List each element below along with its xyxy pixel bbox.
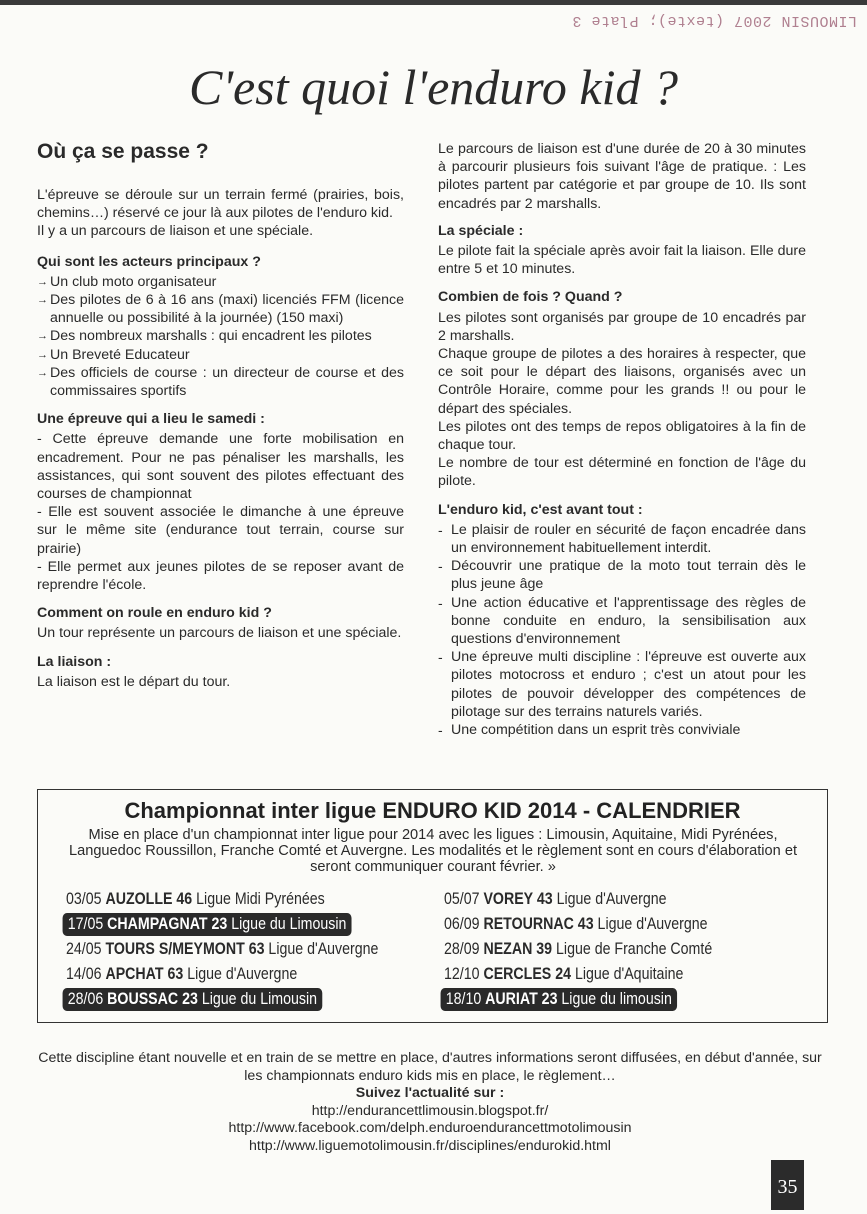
heading-saturday: Une épreuve qui a lieu le samedi : xyxy=(37,411,265,428)
list-item: - Une action éducative et l'apprentissage des règles de bonne conduite en enduro, la sensibilisation aux questions d'environnement xyxy=(438,594,806,649)
list-item: - Une compétition dans un esprit très conviviale xyxy=(438,721,806,739)
left-column xyxy=(37,140,404,691)
footer-text: Cette discipline étant nouvelle et en train de se mettre en place, d'autres informations seront diffusées, en début d'année, sur les championnats enduro kids mis en place, le règlement… xyxy=(38,1050,822,1084)
saturday-paragraph: - Elle permet aux jeunes pilotes de se reposer avant de reprendre l'école. xyxy=(37,558,404,594)
page-top-edge xyxy=(0,0,867,5)
heading-special: La spéciale : xyxy=(438,222,524,239)
intro-paragraph: L'épreuve se déroule sur un terrain fermé (prairies, bois, chemins…) réservé ce jour là aux pilotes de l'enduro kid. xyxy=(37,187,404,222)
calendar-row-highlighted: 18/10 AURIAT 23 Ligue du limousin xyxy=(444,988,762,1013)
calendar-row: 28/09 NEZAN 39 Ligue de Franche Comté xyxy=(444,940,713,958)
header-strip: LIMOUSIN 2007 (texte); Plate 3 xyxy=(571,12,857,29)
list-item: → Des pilotes de 6 à 16 ans (maxi) licenciés FFM (licence annuelle ou possibilité à la journée) (150 maxi) xyxy=(37,291,404,327)
footer-link: http://www.facebook.com/delph.enduroendurancettmotolimousin xyxy=(228,1120,632,1136)
liaison-paragraph: La liaison est le départ du tour. xyxy=(37,673,231,690)
calendar-row-highlighted: 28/06 BOUSSAC 23 Ligue du Limousin xyxy=(66,988,384,1013)
page-number: 35 xyxy=(771,1160,804,1210)
list-item: → Des nombreux marshalls : qui encadrent les pilotes xyxy=(37,327,404,345)
footer xyxy=(30,1050,830,1155)
list-item: → Un Breveté Educateur xyxy=(37,346,404,364)
calendar-intro: Mise en place d'un championnat inter ligue pour 2014 avec les ligues : Limousin, Aquitaine, Midi Pyrénées, Languedoc Roussillon, Franche Comté et Auvergne. Les modalités et le règlement sont en cours d'élaboration et seront communiquer courant février. » xyxy=(68,827,798,875)
right-column xyxy=(438,140,806,739)
heading-when: Combien de fois ? Quand ? xyxy=(438,289,623,306)
when-paragraph: Les pilotes ont des temps de repos obligatoires à la fin de chaque tour. xyxy=(438,418,806,454)
calendar-box xyxy=(37,789,828,1023)
calendar-title: Championnat inter ligue ENDURO KID 2014 - CALENDRIER xyxy=(124,798,741,823)
calendar-row: 12/10 CERCLES 24 Ligue d'Aquitaine xyxy=(444,965,684,983)
when-paragraph: Les pilotes sont organisés par groupe de 10 encadrés par 2 marshalls. xyxy=(438,309,806,344)
heading-where: Où ça se passe ? xyxy=(37,140,209,163)
above-all-list xyxy=(438,521,806,739)
footer-link: http://endurancettlimousin.blogspot.fr/ xyxy=(311,1102,549,1119)
list-item: - Le plaisir de rouler en sécurité de façon encadrée dans un environnement habituellement interdit. xyxy=(438,521,806,557)
list-item: → Des officiels de course : un directeur de course et des commissaires sportifs xyxy=(37,364,404,400)
calendar-row: 03/05 AUZOLLE 46 Ligue Midi Pyrénées xyxy=(66,890,325,908)
list-item: - Une épreuve multi discipline : l'épreuve est ouverte aux pilotes motocross et enduro ; c'est un atout pour les pilotes de pouvoir développer des compétences de pilotage sur des terrains naturels variés. xyxy=(438,648,806,721)
footer-link: http://www.liguemotolimousin.fr/disciplines/endurokid.html xyxy=(249,1137,611,1154)
saturday-paragraph: - Elle est souvent associée le dimanche à une épreuve sur le même site (endurance tout terrain, course sur prairie) xyxy=(37,504,404,557)
calendar-row: 06/09 RETOURNAC 43 Ligue d'Auvergne xyxy=(444,915,708,933)
liaison-detail-paragraph: Le parcours de liaison est d'une durée de 20 à 30 minutes à parcourir plusieurs fois suivant l'âge de pratique. : Les pilotes partent par catégorie et par groupe de 10. Ils sont encadrés par 2 marshalls. xyxy=(438,141,806,212)
list-item: → Un club moto organisateur xyxy=(37,273,404,291)
saturday-paragraph: - Cette épreuve demande une forte mobilisation en encadrement. Pour ne pas pénaliser les marshalls, les assistances, qui sont souvent des pilotes effectuant des courses de championnat xyxy=(37,431,404,503)
intro-paragraph-2: Il y a un parcours de liaison et une spéciale. xyxy=(37,223,314,240)
calendar-list-left xyxy=(66,888,436,1013)
calendar-list-right xyxy=(444,888,814,1013)
footer-follow: Suivez l'actualité sur : xyxy=(355,1085,505,1101)
when-paragraph: Chaque groupe de pilotes a des horaires à respecter, que ce soit pour le départ des liaisons, organisés avec un Contrôle Horaire, comme pour les grands !! ou pour le départ des spéciales. xyxy=(438,346,806,417)
how-paragraph: Un tour représente un parcours de liaison et une spéciale. xyxy=(37,625,402,642)
special-paragraph: Le pilote fait la spéciale après avoir fait la liaison. Elle dure entre 5 et 10 minutes. xyxy=(438,243,806,278)
page-title: C'est quoi l'enduro kid ? xyxy=(189,59,678,115)
when-paragraph: Le nombre de tour est déterminé en fonction de l'âge du pilote. xyxy=(438,455,806,490)
calendar-row: 24/05 TOURS S/MEYMONT 63 Ligue d'Auvergne xyxy=(66,940,379,958)
calendar-row: 05/07 VOREY 43 Ligue d'Auvergne xyxy=(444,890,667,908)
heading-how: Comment on roule en enduro kid ? xyxy=(37,605,272,622)
list-item: - Découvrir une pratique de la moto tout terrain dès le plus jeune âge xyxy=(438,557,806,593)
heading-actors: Qui sont les acteurs principaux ? xyxy=(37,253,261,270)
calendar-row-highlighted: 17/05 CHAMPAGNAT 23 Ligue du Limousin xyxy=(66,913,384,938)
actors-list xyxy=(37,273,404,400)
heading-liaison: La liaison : xyxy=(37,653,112,670)
calendar-row: 14/06 APCHAT 63 Ligue d'Auvergne xyxy=(66,965,298,983)
heading-above-all: L'enduro kid, c'est avant tout : xyxy=(438,501,643,518)
